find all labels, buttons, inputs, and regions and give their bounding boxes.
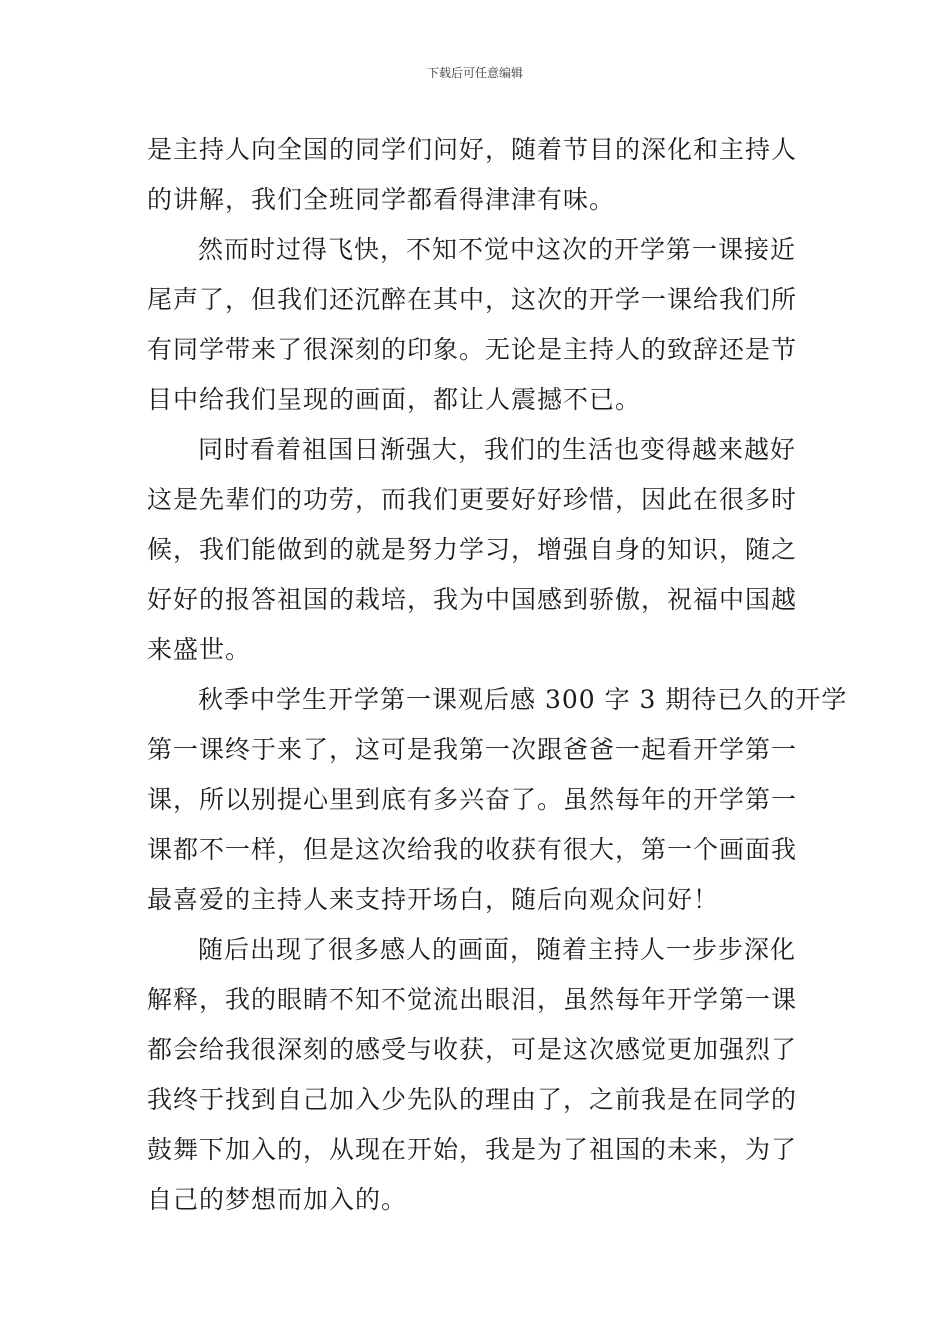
paragraph: [147, 225, 812, 425]
text-line: 有同学带来了很深刻的印象。无论是主持人的致辞还是节: [147, 335, 798, 364]
text-line: 鼓舞下加入的，从现在开始，我是为了祖国的未来，为了: [147, 1135, 798, 1164]
paragraph: [147, 925, 812, 1225]
text-line: 课都不一样，但是这次给我的收获有很大，第一个画面我: [147, 835, 798, 864]
document-body: [147, 125, 848, 1225]
paragraph: [147, 425, 812, 675]
text-line: 第一课终于来了，这可是我第一次跟爸爸一起看开学第一: [147, 735, 798, 764]
page-header: 下载后可任意编辑: [426, 66, 523, 80]
text-line: 解释，我的眼睛不知不觉流出眼泪，虽然每年开学第一课: [147, 985, 798, 1014]
text-line: 最喜爱的主持人来支持开场白，随后向观众问好！: [147, 885, 720, 914]
text-line: 随后出现了很多感人的画面，随着主持人一步步深化: [198, 935, 797, 964]
text-line: 秋季中学生开学第一课观后感 300 字 3 期待已久的开学: [198, 685, 848, 714]
text-line: 这是先辈们的功劳，而我们更要好好珍惜，因此在很多时: [147, 485, 798, 514]
text-line: 我终于找到自己加入少先队的理由了，之前我是在同学的: [147, 1085, 798, 1114]
text-line: 来盛世。: [147, 635, 252, 664]
paragraph: [147, 125, 812, 225]
text-line: 的讲解，我们全班同学都看得津津有味。: [147, 185, 616, 214]
text-line: 课，所以别提心里到底有多兴奋了。虽然每年的开学第一: [147, 785, 798, 814]
text-line: 然而时过得飞快，不知不觉中这次的开学第一课接近: [198, 235, 797, 264]
text-line: 尾声了，但我们还沉醉在其中，这次的开学一课给我们所: [147, 285, 798, 314]
text-line: 好好的报答祖国的栽培，我为中国感到骄傲，祝福中国越: [147, 585, 798, 614]
text-line: 目中给我们呈现的画面，都让人震撼不已。: [147, 385, 642, 414]
text-line: 都会给我很深刻的感受与收获，可是这次感觉更加强烈了: [147, 1035, 798, 1064]
text-line: 是主持人向全国的同学们问好，随着节目的深化和主持人: [147, 135, 798, 164]
paragraph: [147, 675, 848, 925]
text-line: 自己的梦想而加入的。: [147, 1185, 408, 1214]
text-line: 同时看着祖国日渐强大，我们的生活也变得越来越好: [198, 435, 797, 464]
text-line: 候，我们能做到的就是努力学习，增强自身的知识，随之: [147, 535, 798, 564]
